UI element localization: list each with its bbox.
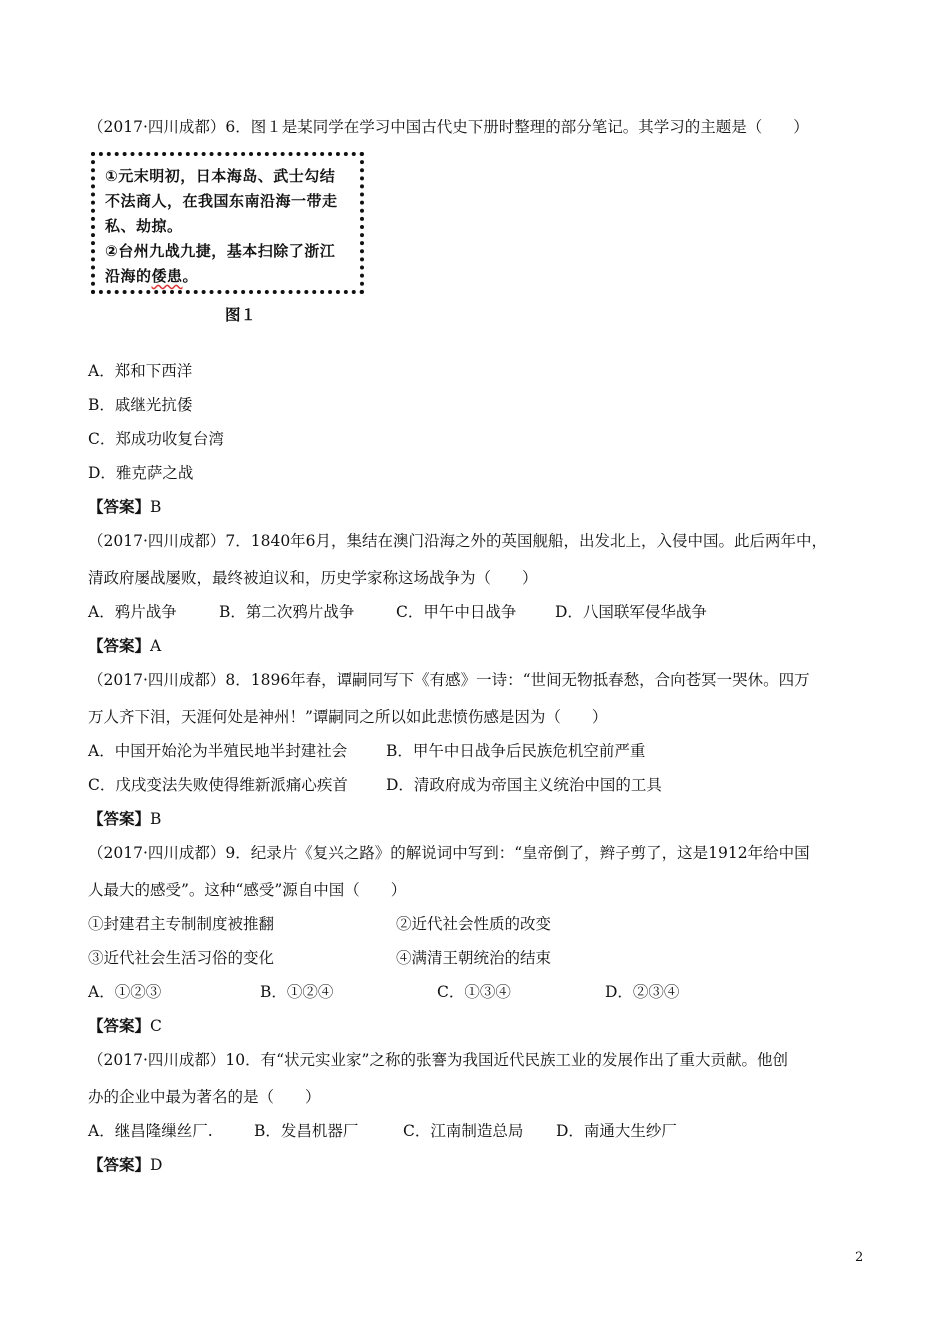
question-9-stem-line-2: 人最大的感受”。这种“感受”源自中国（ ）: [88, 881, 407, 899]
q8-option-a: A．中国开始沦为半殖民地半封建社会: [88, 742, 348, 760]
question-8-stem-line-2: 万人齐下泪，天涯何处是神州！”谭嗣同之所以如此悲愤伤感是因为（ ）: [88, 708, 608, 726]
question-8-stem-line-1: （2017·四川成都）8．1896年春，谭嗣同写下《有感》一诗：“世间无物抵春愁，合向苍冥一哭休。四万: [88, 671, 810, 689]
q9-statement-1: ①封建君主专制制度被推翻: [88, 915, 275, 933]
answer-label: 【答案】: [88, 497, 151, 516]
answer-label: 【答案】: [88, 1155, 151, 1174]
note-line-1: ①元末明初，日本海岛、武士勾结: [105, 167, 336, 185]
q7-option-a: A．鸦片战争: [88, 603, 177, 621]
q6-option-b: B．戚继光抗倭: [88, 396, 193, 414]
q9-statement-3: ③近代社会生活习俗的变化: [88, 949, 275, 967]
q10-option-a: A．继昌隆缫丝厂.: [88, 1122, 213, 1140]
q9-statements-row-2: [88, 948, 551, 968]
q8-option-b: B．甲午中日战争后民族危机空前严重: [386, 742, 646, 760]
q9-answer: [88, 1016, 162, 1036]
answer-label: 【答案】: [88, 809, 151, 828]
q9-options: [88, 982, 679, 1002]
question-10-stem-line-2: 办的企业中最为著名的是（ ）: [88, 1088, 321, 1106]
q10-option-d: D．南通大生纱厂: [556, 1122, 677, 1140]
question-9-stem-line-1: （2017·四川成都）9．纪录片《复兴之路》的解说词中写到：“皇帝倒了，辫子剪了，这是1912年给中国: [88, 844, 810, 862]
q9-statements-row-1: [88, 914, 551, 934]
q7-options: [88, 602, 707, 622]
answer-value: D: [150, 1156, 163, 1174]
note-figure-box: [91, 152, 364, 294]
q10-answer: [88, 1155, 162, 1175]
figure-caption: 图１: [225, 306, 257, 324]
q8-options-row-2: [88, 775, 662, 795]
q8-options-row-1: [88, 741, 645, 761]
q9-option-c: C．①③④: [437, 983, 511, 1001]
answer-value: B: [150, 810, 162, 828]
q9-option-b: B．①②④: [260, 983, 334, 1001]
q7-answer: [88, 636, 161, 656]
q7-option-b: B．第二次鸦片战争: [219, 603, 355, 621]
q10-option-c: C．江南制造总局: [403, 1122, 524, 1140]
question-6-stem: （2017·四川成都）6．图１是某同学在学习中国古代史下册时整理的部分笔记。其学习的主题是（ ）: [88, 118, 809, 136]
answer-label: 【答案】: [88, 1016, 151, 1035]
question-7-stem-line-2: 清政府屡战屡败，最终被迫议和，历史学家称这场战争为（ ）: [88, 569, 538, 587]
question-7-stem-line-1: （2017·四川成都）7．1840年6月，集结在澳门沿海之外的英国舰船，出发北上，入侵中国。此后两年中，: [88, 532, 828, 550]
answer-value: B: [150, 498, 162, 516]
q6-option-c: C．郑成功收复台湾: [88, 430, 224, 448]
q6-option-a: A．郑和下西洋: [88, 362, 193, 380]
q9-option-d: D．②③④: [605, 983, 680, 1001]
q6-option-d: D．雅克萨之战: [88, 464, 194, 482]
note-line-5-prefix: 沿海的: [105, 267, 152, 285]
q10-option-b: B．发昌机器厂: [254, 1122, 359, 1140]
note-line-4: ②台州九战九捷，基本扫除了浙江: [105, 242, 336, 260]
q7-option-d: D．八国联军侵华战争: [555, 603, 707, 621]
note-line-5-wavy: 倭患: [151, 267, 183, 285]
q8-option-d: D．清政府成为帝国主义统治中国的工具: [386, 776, 662, 794]
answer-label: 【答案】: [88, 636, 151, 655]
q9-statement-2: ②近代社会性质的改变: [396, 915, 552, 933]
note-line-5-suffix: 。: [182, 267, 199, 285]
answer-value: C: [150, 1017, 162, 1035]
page-number: 2: [855, 1250, 864, 1265]
q8-answer: [88, 809, 161, 829]
q7-option-c: C．甲午中日战争: [396, 603, 517, 621]
answer-value: A: [150, 637, 162, 655]
q9-statement-4: ④满清王朝统治的结束: [396, 949, 552, 967]
q10-options: [88, 1121, 677, 1141]
q6-answer: [88, 497, 161, 517]
note-line-2: 不法商人，在我国东南沿海一带走: [105, 192, 338, 210]
question-10-stem-line-1: （2017·四川成都）10．有“状元实业家”之称的张謇为我国近代民族工业的发展作出了重大贡献。他创: [88, 1051, 788, 1069]
q9-option-a: A．①②③: [88, 983, 162, 1001]
q8-option-c: C．戊戌变法失败使得维新派痛心疾首: [88, 776, 348, 794]
note-line-5: [105, 264, 352, 289]
note-line-3: 私、劫掠。: [105, 217, 183, 235]
